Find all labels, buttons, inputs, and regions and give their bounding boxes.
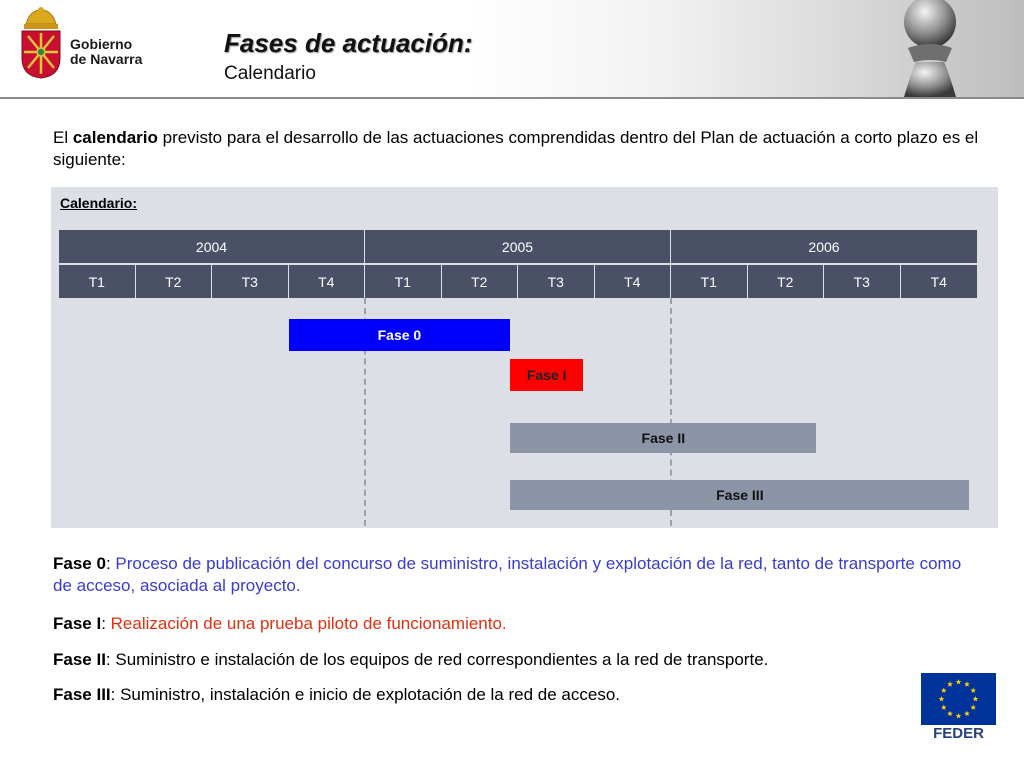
phase-description-separator: : xyxy=(105,554,116,573)
logo-text xyxy=(70,37,142,67)
phase-description-term: Fase I xyxy=(53,614,102,633)
phase-description-term: Fase 0 xyxy=(53,554,106,573)
phase-bar: Fase 0 xyxy=(289,319,511,351)
navarra-coat-of-arms-icon xyxy=(18,6,64,80)
phase-description-separator: : xyxy=(101,614,111,633)
feder-label: FEDER xyxy=(933,725,984,742)
phase-description xyxy=(53,553,983,597)
phase-bar: Fase II xyxy=(510,423,816,453)
intro-bold: calendario xyxy=(72,128,158,147)
phase-description xyxy=(53,649,983,671)
intro-paragraph xyxy=(53,127,983,171)
year-header-cell: 2005 xyxy=(365,230,671,263)
quarter-header-cell: T4 xyxy=(289,265,366,298)
quarter-header-cell: T1 xyxy=(671,265,748,298)
phase-description-separator: : xyxy=(105,650,116,669)
quarter-header-cell: T3 xyxy=(824,265,901,298)
quarter-header-row xyxy=(59,265,977,298)
year-header-cell: 2006 xyxy=(671,230,977,263)
quarter-header-cell: T3 xyxy=(518,265,595,298)
quarter-header-cell: T1 xyxy=(59,265,136,298)
quarter-header-cell: T2 xyxy=(748,265,825,298)
quarter-header-cell: T4 xyxy=(901,265,978,298)
intro-rest: previsto para el desarrollo de las actuaciones comprendidas dentro del Plan de actuación a corto plazo es el siguiente: xyxy=(53,128,979,169)
phase-description xyxy=(53,613,983,635)
phase-description-term: Fase II xyxy=(53,650,106,669)
phase-bar: Fase I xyxy=(510,359,583,391)
quarter-header-cell: T3 xyxy=(212,265,289,298)
phase-description-separator: : xyxy=(110,685,121,704)
phase-description-text: Realización de una prueba piloto de funcionamiento. xyxy=(110,614,507,633)
header-divider xyxy=(0,97,1024,99)
chess-pawn-icon xyxy=(872,0,982,97)
quarter-header-cell: T1 xyxy=(365,265,442,298)
phase-description-text: Proceso de publicación del concurso de suministro, instalación y explotación de la red, tanto de transporte como de acceso, asociada al proyecto. xyxy=(53,554,962,595)
phase-bar: Fase III xyxy=(510,480,969,510)
quarter-header-cell: T2 xyxy=(442,265,519,298)
quarter-header-cell: T2 xyxy=(136,265,213,298)
year-header-row xyxy=(59,230,977,263)
page-title: Fases de actuación: xyxy=(224,28,473,58)
calendar-panel xyxy=(51,187,998,528)
phase-description-term: Fase III xyxy=(53,685,111,704)
phase-description-text: Suministro e instalación de los equipos de red correspondientes a la red de transporte. xyxy=(115,650,769,669)
page-subtitle: Calendario xyxy=(224,63,316,84)
intro-prefix: El xyxy=(53,128,73,147)
quarter-header-cell: T4 xyxy=(595,265,672,298)
logo-line-2: de Navarra xyxy=(70,51,143,67)
logo-line-1: Gobierno xyxy=(70,36,133,52)
header xyxy=(0,0,1024,97)
phase-description xyxy=(53,684,983,706)
phase-description-text: Suministro, instalación e inicio de explotación de la red de acceso. xyxy=(120,685,620,704)
calendar-label: Calendario: xyxy=(60,195,138,211)
year-header-cell: 2004 xyxy=(59,230,365,263)
eu-flag-icon xyxy=(921,673,996,725)
